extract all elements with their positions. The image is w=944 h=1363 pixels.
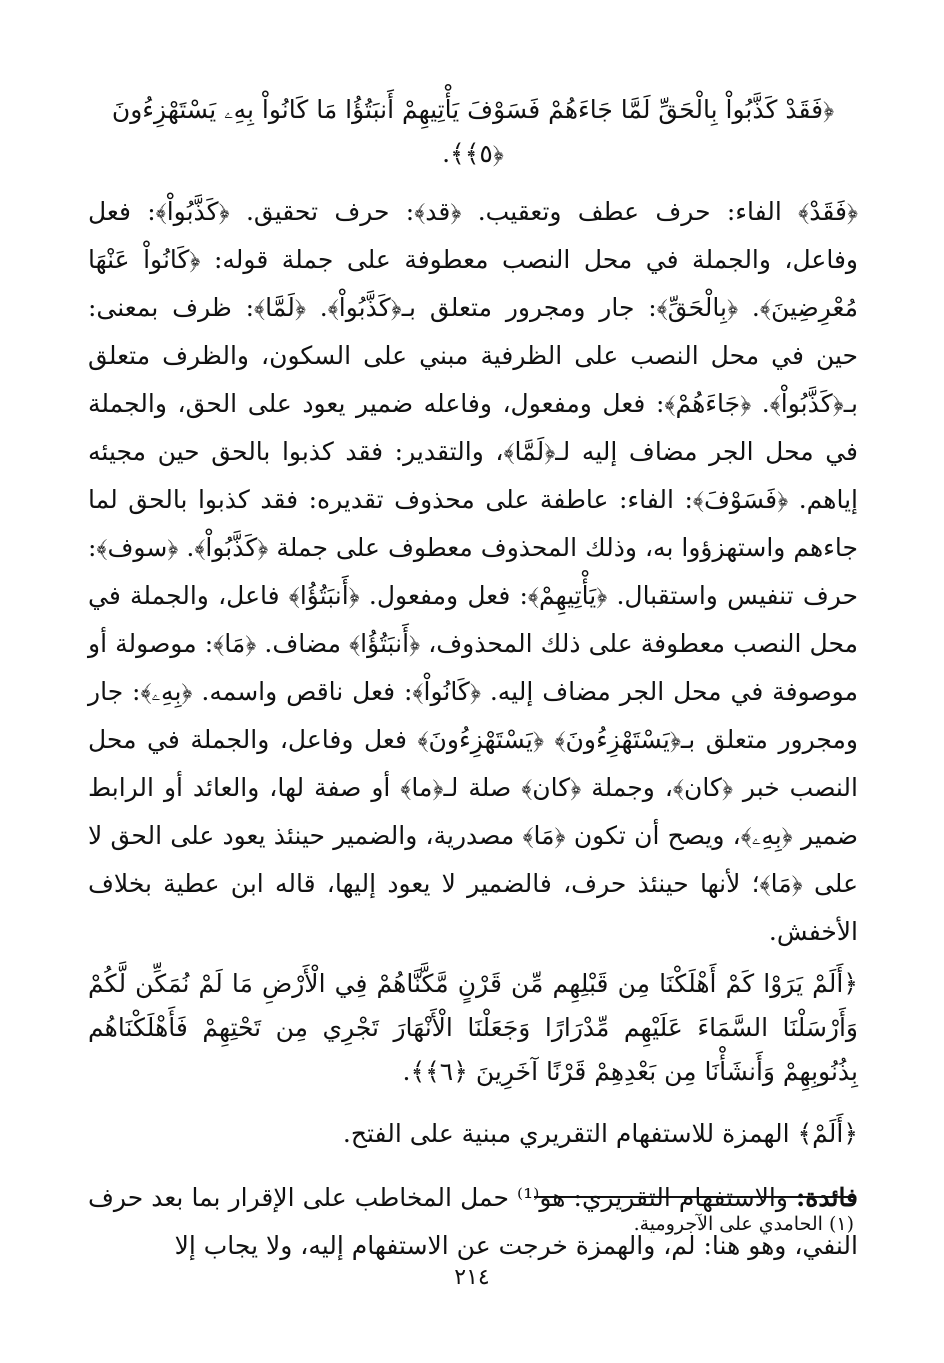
benefit-note-label: فائدة: xyxy=(796,1183,859,1212)
footnote: (١) الحامدي على الآجرومية. xyxy=(633,1213,854,1235)
commentary-verse-6: ﴿أَلَمْ﴾ الهمزة للاستفهام التقريري مبنية على الفتح. xyxy=(342,1119,858,1148)
page-number: ٢١٤ xyxy=(454,1265,490,1290)
quran-verse-5: ﴿فَقَدْ كَذَّبُواْ بِالْحَقِّ لَمَّا جَاءَهُمْ فَسَوْفَ يَأْتِيهِمْ أَنبَتُؤُا مَا كَانُواْ بِهِۦ يَسْتَهْزِءُونَ ﴿٥﴾﴾. xyxy=(111,95,835,168)
commentary-verse-5: ﴿فَقَدْ﴾ الفاء: حرف عطف وتعقيب. ﴿قد﴾: حرف تحقيق. ﴿كَذَّبُواْ﴾: فعل وفاعل، والجملة في محل النصب معطوفة على جملة قوله: ﴿كَانُواْ عَنْهَا مُعْرِضِينَ﴾. ﴿بِالْحَقِّ﴾: جار ومجرور متعلق بـ﴿كَذَّبُواْ﴾. ﴿لَمَّا﴾: ظرف بمعنى: حين في محل النصب على الظرفية مبني على السكون، والظرف متعلق بـ﴿كَذَّبُواْ﴾. ﴿جَاءَهُمْ﴾: فعل ومفعول، وفاعله ضمير يعود على الحق، والجملة في محل الجر مضاف إليه لـ﴿لَمَّا﴾، والتقدير: فقد كذبوا بالحق حين مجيئه إياهم. ﴿فَسَوْفَ﴾: الفاء: عاطفة على محذوف تقديره: فقد كذبوا بالحق لما جاءهم واستهزؤوا به، وذلك المحذوف معطوف على جملة ﴿كَذَّبُواْ﴾. ﴿سوف﴾: حرف تنفيس واستقبال. ﴿يَأْتِيهِمْ﴾: فعل ومفعول. ﴿أَنبَتُؤُا﴾ فاعل، والجملة في محل النصب معطوفة على ذلك المحذوف، ﴿أَنبَتُؤُا﴾ مضاف. ﴿مَا﴾: موصولة أو موصوفة في محل الجر مضاف إليه. ﴿كَانُواْ﴾: فعل ناقص واسمه. ﴿بِهِۦ﴾: جار ومجرور متعلق بـ﴿يَسْتَهْزِءُونَ﴾ ﴿يَسْتَهْزِءُونَ﴾ فعل وفاعل، والجملة في محل النصب خبر ﴿كان﴾، وجملة ﴿كان﴾ صلة لـ﴿ما﴾ أو صفة لها، والعائد أو الرابط ضمير ﴿بِهِۦ﴾، ويصح أن تكون ﴿مَا﴾ مصدرية، والضمير حينئذ يعود على الحق لا على ﴿مَا﴾؛ لأنها حينئذ حرف، فالضمير لا يعود إليها، قاله ابن عطية بخلاف الأخفش. xyxy=(88,197,858,946)
benefit-note-text: والاستفهام التقريري: هو⁽¹⁾ حمل المخاطب على الإقرار بما بعد حرف النفي، وهو هنا: لم، والهمزة خرجت عن الاستفهام إليه، ولا يجاب إلا xyxy=(88,1183,858,1260)
quran-verse-6: ﴿أَلَمْ يَرَوْا كَمْ أَهْلَكْنَا مِن قَبْلِهِم مِّن قَرْنٍ مَّكَّنَّاهُمْ فِي الْأَرْضِ مَا لَمْ نُمَكِّن لَّكُمْ وَأَرْسَلْنَا السَّمَاءَ عَلَيْهِم مِّدْرَارًا وَجَعَلْنَا الْأَنْهَارَ تَجْرِي مِن تَحْتِهِمْ فَأَهْلَكْنَاهُم بِذُنُوبِهِمْ وَأَنشَأْنَا مِن بَعْدِهِمْ قَرْنًا آخَرِينَ ﴿٦﴾﴾. xyxy=(88,969,858,1086)
footnote-divider xyxy=(534,1196,854,1198)
main-text xyxy=(88,88,858,1276)
